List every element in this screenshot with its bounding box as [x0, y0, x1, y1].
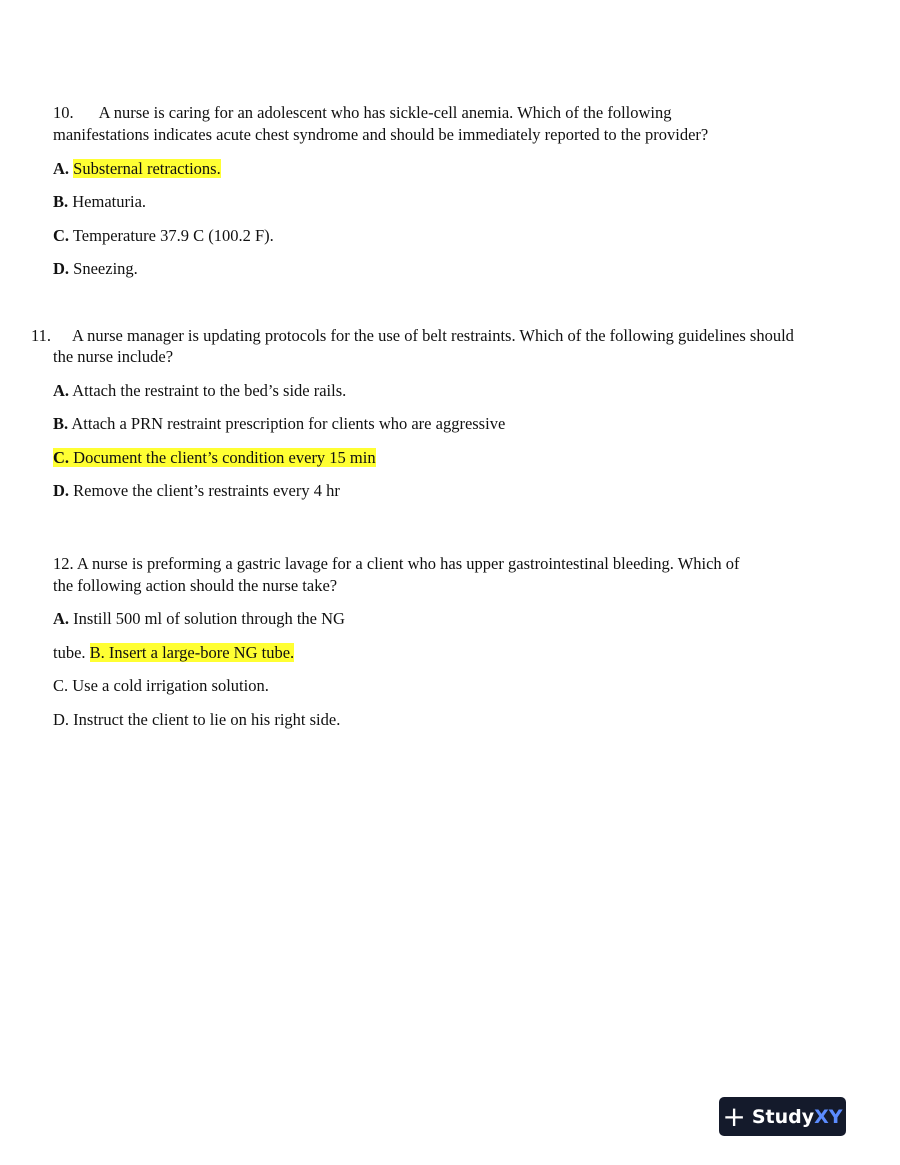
question-stem: A nurse is caring for an adolescent who has sickle-cell anemia. Which of the following	[98, 103, 672, 122]
option-c: C. Use a cold irrigation solution.	[53, 676, 269, 695]
question-stem: A nurse manager is updating protocols for the use of belt restraints. Which of the following guidelines should	[72, 326, 794, 345]
option-c	[53, 447, 376, 469]
option-text: Attach a PRN restraint prescription for clients who are aggressive	[71, 414, 506, 433]
option-text: Document the client’s condition every 15 min	[73, 448, 376, 467]
option-highlighted	[53, 448, 376, 467]
option-letter: A.	[53, 609, 70, 628]
option-text: Hematuria.	[72, 192, 147, 211]
question-number: 11.	[31, 326, 52, 345]
option-a	[53, 158, 221, 180]
question-stem: A nurse is preforming a gastric lavage for a client who has upper gastrointestinal bleeding. Which of	[76, 554, 740, 573]
plus-icon: +	[722, 1100, 746, 1133]
question-stem-continued: the following action should the nurse take?	[53, 576, 338, 595]
option-text: Temperature 37.9 C (100.2 F).	[72, 226, 274, 245]
option-a	[53, 608, 345, 630]
option-text: Remove the client’s restraints every 4 hr	[73, 481, 340, 500]
option-letter: B.	[53, 192, 69, 211]
option-text: Instill 500 ml of solution through the NG	[73, 609, 345, 628]
question-stem-continued: manifestations indicates acute chest syndrome and should be immediately reported to the provider?	[53, 125, 709, 144]
option-letter: A.	[53, 159, 70, 178]
brand-accent: XY	[814, 1105, 843, 1128]
option-b	[53, 413, 505, 435]
studyxy-logo[interactable]	[719, 1097, 846, 1136]
option-prefix: tube.	[53, 643, 86, 662]
option-text-highlighted: Substernal retractions.	[73, 159, 221, 178]
option-text-highlighted: B. Insert a large-bore NG tube.	[89, 643, 295, 662]
question-stem-continued: the nurse include?	[53, 347, 174, 366]
option-letter: D.	[53, 481, 70, 500]
question-number: 12.	[53, 554, 74, 573]
option-d	[53, 480, 340, 502]
option-c	[53, 225, 274, 247]
option-letter: D.	[53, 259, 70, 278]
option-letter: C.	[53, 448, 70, 467]
option-b	[53, 191, 146, 213]
option-letter: B.	[53, 414, 69, 433]
option-letter: A.	[53, 381, 70, 400]
option-d: D. Instruct the client to lie on his right side.	[53, 710, 341, 729]
option-text: Attach the restraint to the bed’s side rails.	[72, 381, 347, 400]
option-letter: C.	[53, 226, 70, 245]
option-a	[53, 380, 346, 402]
brand-name: Study	[751, 1105, 815, 1128]
question-number: 10.	[53, 103, 74, 122]
option-b	[53, 642, 294, 664]
option-text: Sneezing.	[73, 259, 138, 278]
option-d	[53, 258, 138, 280]
